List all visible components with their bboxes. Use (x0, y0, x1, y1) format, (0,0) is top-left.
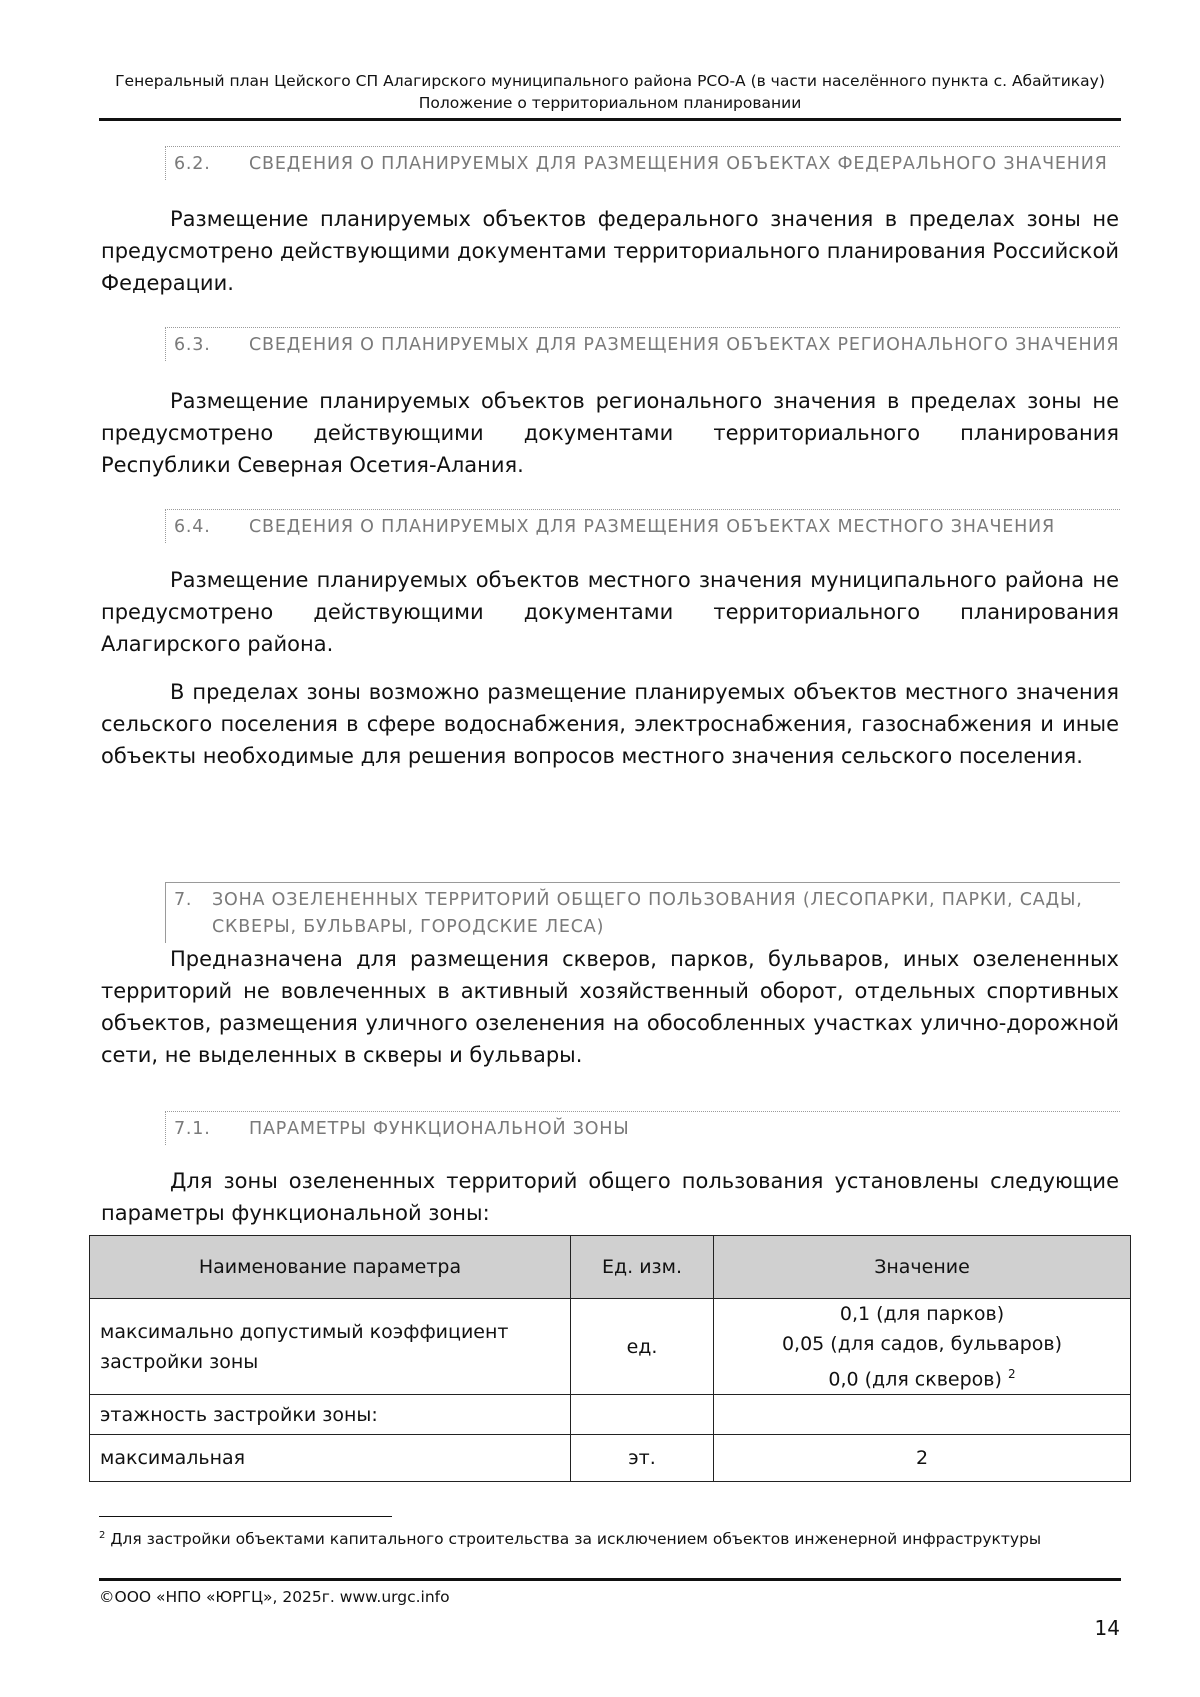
table-row (90, 1299, 1131, 1395)
section-7-1-text: Для зоны озелененных территорий общего пользования установлены следующие параметры функциональной зоны: (101, 1169, 1119, 1225)
page-number: 14 (1094, 1616, 1120, 1640)
section-6-4-text-2: В пределах зоны возможно размещение планируемых объектов местного значения сельского поселения в сфере водоснабжения, электроснабжения, газоснабжения и иные объекты необходимые для решения вопросов местного значения сельского поселения. (101, 680, 1119, 768)
param-value (714, 1395, 1131, 1435)
column-header-unit: Ед. изм. (571, 1236, 714, 1299)
column-header-value: Значение (714, 1236, 1131, 1299)
column-header-name: Наименование параметра (90, 1236, 571, 1299)
section-6-2-text: Размещение планируемых объектов федерального значения в пределах зоны не предусмотрено действующими документами территориального планирования Российской Федерации. (101, 207, 1119, 295)
param-name: этажность застройки зоны: (90, 1395, 571, 1435)
table-header-row (90, 1236, 1131, 1299)
footnote (99, 1525, 1121, 1550)
param-value (714, 1299, 1131, 1395)
param-name: максимальная (90, 1435, 571, 1482)
param-unit: эт. (571, 1435, 714, 1482)
param-unit: ед. (571, 1299, 714, 1395)
section-heading-6-3 (165, 327, 1120, 361)
section-6-4-text-1: Размещение планируемых объектов местного значения муниципального района не предусмотрено действующими документами территориального планирования Алагирского района. (101, 568, 1119, 656)
param-value-line: 0,1 (для парков) (839, 1303, 1005, 1325)
section-heading-6-4 (165, 509, 1120, 543)
param-value-line (724, 1359, 1120, 1394)
param-name: максимально допустимый коэффициент застройки зоны (90, 1299, 571, 1395)
param-value-line: 0,05 (для садов, бульваров) (781, 1333, 1063, 1355)
header-divider (99, 118, 1121, 121)
footer-copyright: ©ООО «НПО «ЮРГЦ», 2025г. www.urgc.info (99, 1588, 450, 1606)
footnote-reference[interactable]: 2 (1007, 1367, 1016, 1381)
section-number: 6.2. (174, 154, 211, 174)
param-unit (571, 1395, 714, 1435)
section-7-text: Предназначена для размещения скверов, парков, бульваров, иных озелененных территорий не вовлеченных в активный хозяйственный оборот, отдельных спортивных объектов, размещения уличного озеленения на обособленных участках улично-дорожной сети, не выделенных в скверы и бульвары. (101, 947, 1119, 1067)
param-value: 2 (714, 1435, 1131, 1482)
section-heading-7-1 (165, 1111, 1120, 1145)
footnote-marker: 2 (99, 1530, 106, 1541)
page-header (99, 70, 1121, 114)
table-row (90, 1395, 1131, 1435)
section-number: 7.1. (174, 1119, 211, 1139)
section-number: 7. (174, 890, 193, 910)
section-title: ПАРАМЕТРЫ ФУНКЦИОНАЛЬНОЙ ЗОНЫ (249, 1119, 630, 1139)
section-title: СВЕДЕНИЯ О ПЛАНИРУЕМЫХ ДЛЯ РАЗМЕЩЕНИЯ ОБЪЕКТАХ ФЕДЕРАЛЬНОГО ЗНАЧЕНИЯ (249, 154, 1108, 174)
header-subtitle: Положение о территориальном планировании (418, 94, 802, 112)
section-title: ЗОНА ОЗЕЛЕНЕННЫХ ТЕРРИТОРИЙ ОБЩЕГО ПОЛЬЗОВАНИЯ (ЛЕСОПАРКИ, ПАРКИ, САДЫ, СКВЕРЫ, БУЛЬВАРЫ, ГОРОДСКИЕ ЛЕСА) (212, 890, 1083, 937)
section-heading-7 (165, 882, 1120, 943)
section-number: 6.3. (174, 335, 211, 355)
section-heading-6-2 (165, 146, 1120, 180)
section-number: 6.4. (174, 517, 211, 537)
parameters-table (89, 1235, 1131, 1482)
header-title: Генеральный план Цейского СП Алагирского муниципального района РСО-А (в части населённого пункта с. Абайтикау) (115, 72, 1105, 90)
footnote-divider (99, 1516, 392, 1517)
footnote-text: Для застройки объектами капитального строительства за исключением объектов инженерной инфраструктуры (110, 1530, 1042, 1549)
section-6-3-text: Размещение планируемых объектов регионального значения в пределах зоны не предусмотрено действующими документами территориального планирования Республики Северная Осетия-Алания. (101, 389, 1119, 477)
param-value-text: 0,0 (для скверов) (828, 1368, 1002, 1391)
section-title: СВЕДЕНИЯ О ПЛАНИРУЕМЫХ ДЛЯ РАЗМЕЩЕНИЯ ОБЪЕКТАХ РЕГИОНАЛЬНОГО ЗНАЧЕНИЯ (249, 335, 1120, 355)
footer-divider (99, 1578, 1121, 1581)
table-row (90, 1435, 1131, 1482)
section-title: СВЕДЕНИЯ О ПЛАНИРУЕМЫХ ДЛЯ РАЗМЕЩЕНИЯ ОБЪЕКТАХ МЕСТНОГО ЗНАЧЕНИЯ (249, 517, 1055, 537)
